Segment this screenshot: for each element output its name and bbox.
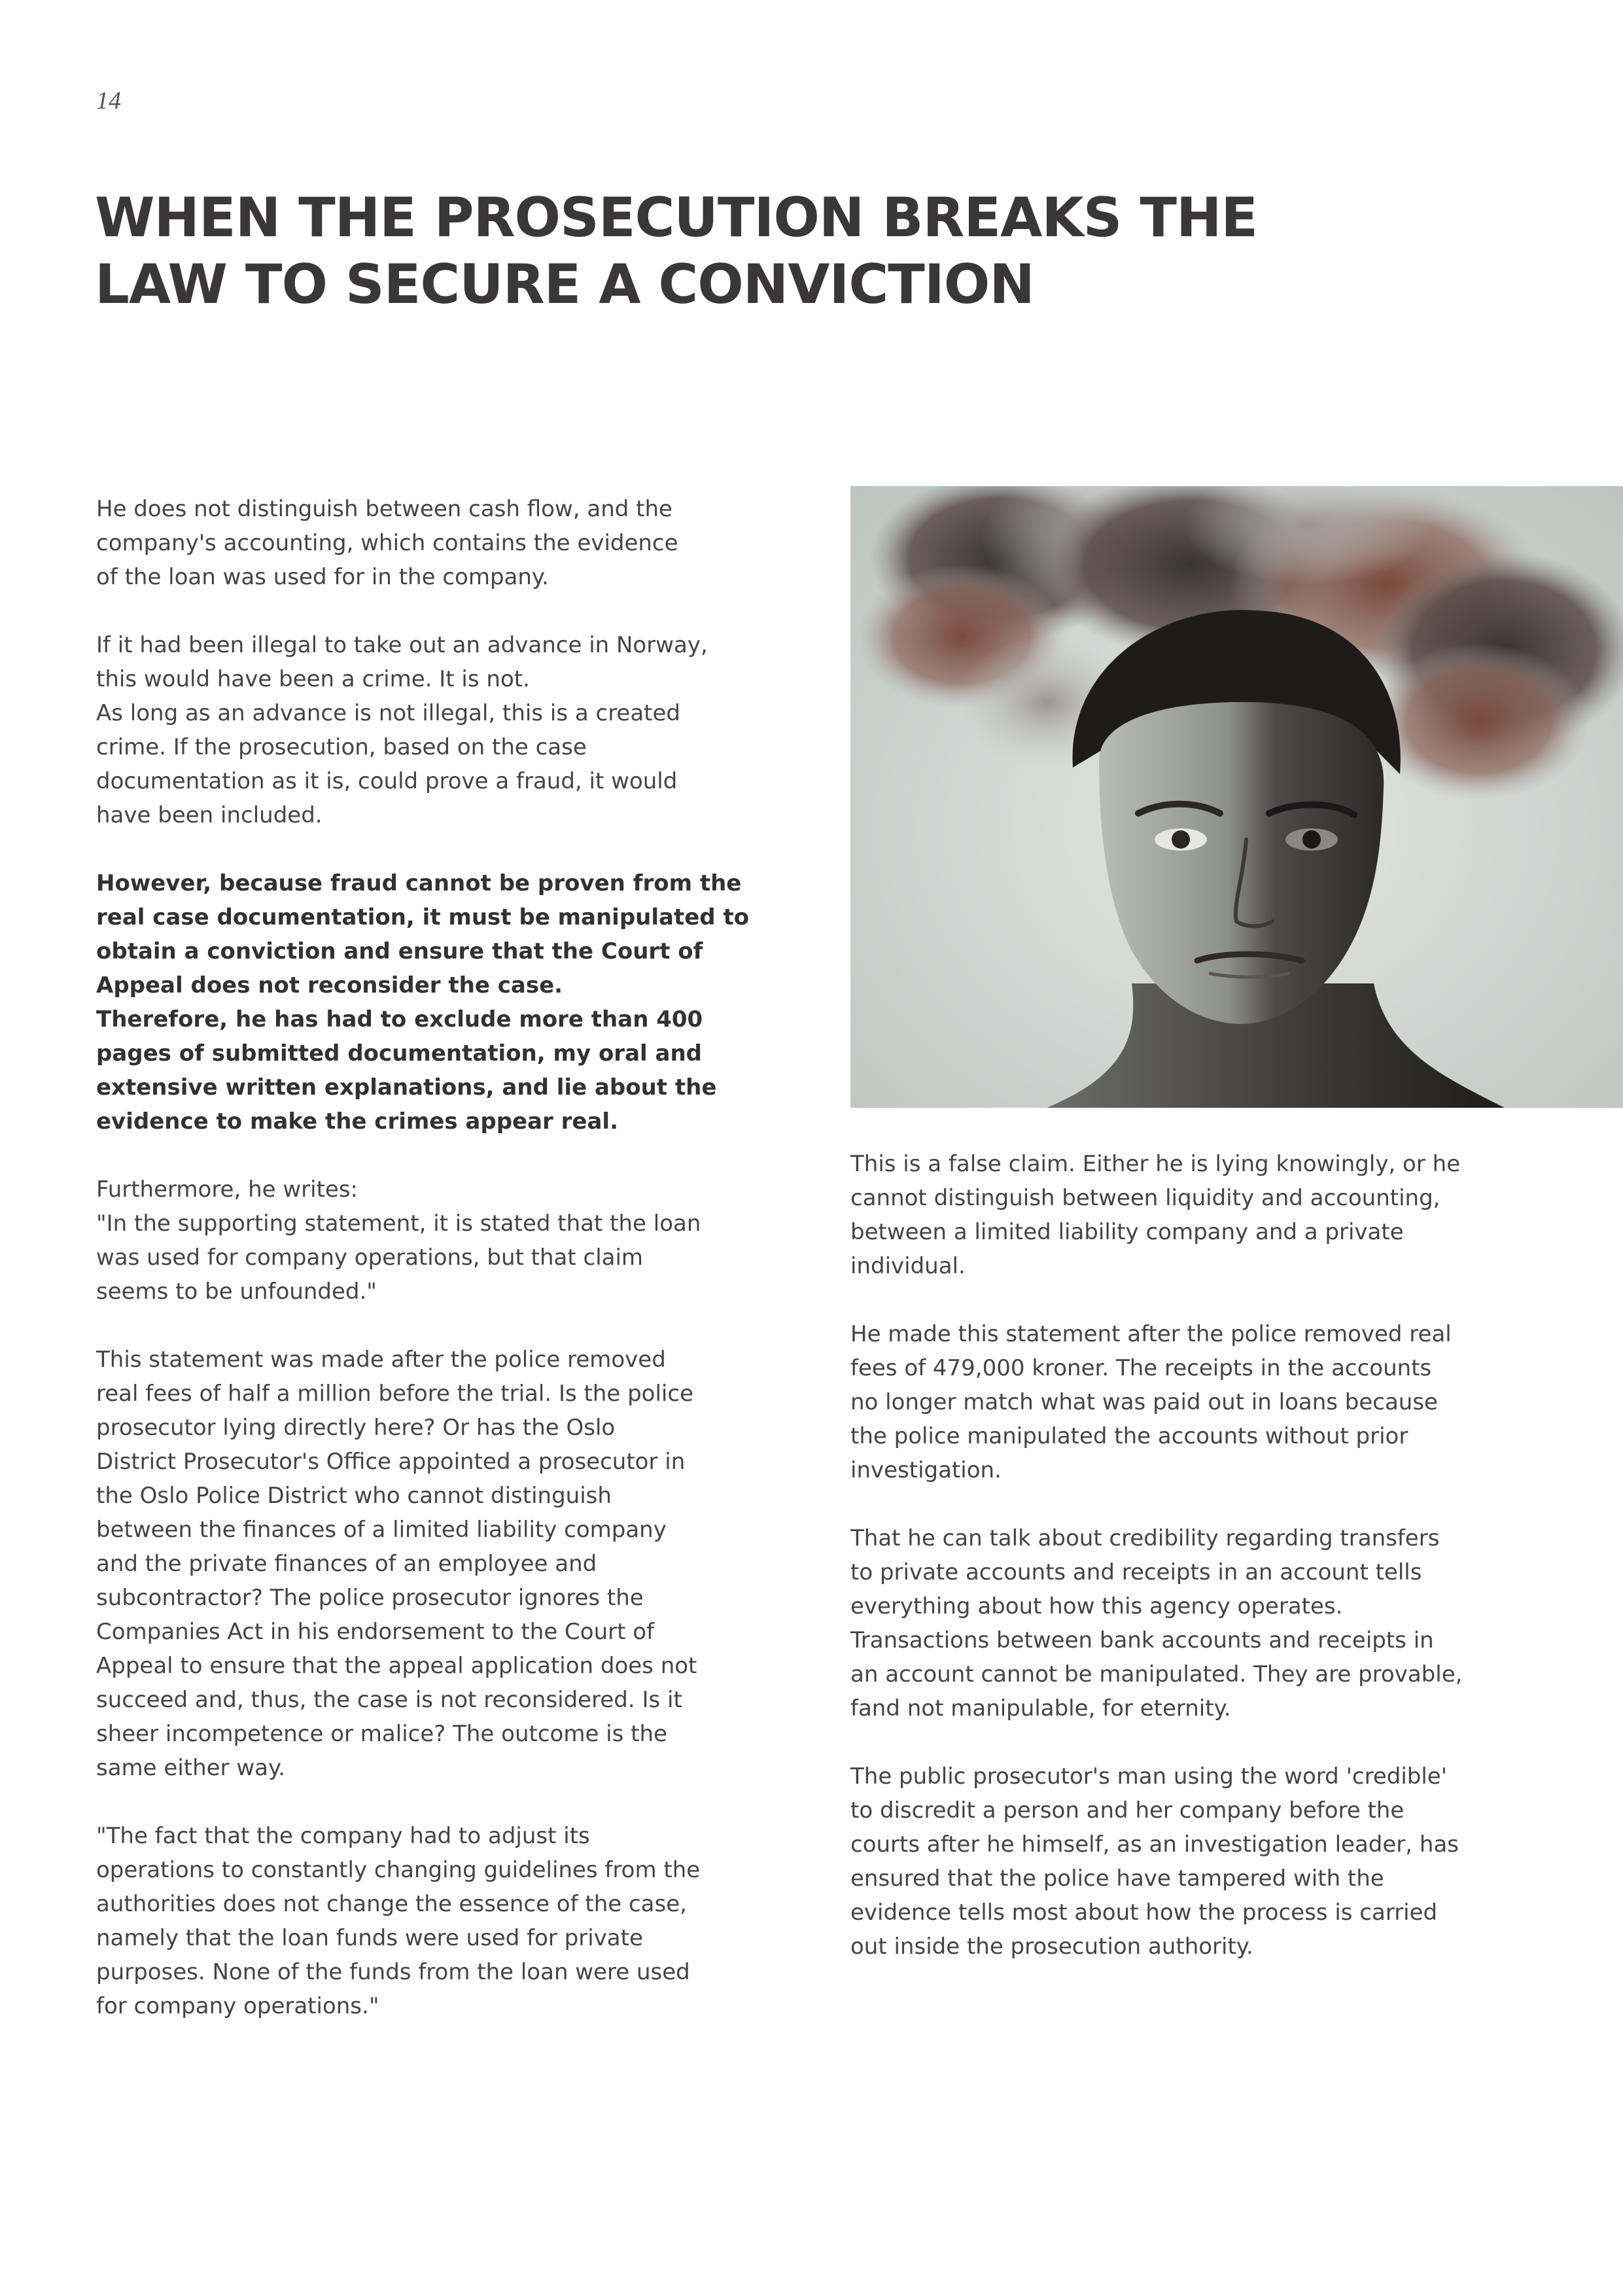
left-paragraph-4: Furthermore, he writes: "In the supporting statement, it is stated that the loan was used for company operations, but that claim seems to be unfounded." xyxy=(96,1176,701,1305)
right-paragraph-1: This is a false claim. Either he is lying knowingly, or he cannot distinguish between liquidity and accounting, between a limited liability company and a private individual. xyxy=(850,1151,1461,1279)
right-paragraph-4: The public prosecutor's man using the word 'credible' to discredit a person and her company before the courts after he himself, as an investigation leader, has ensured that the police have tampered with the evidence tells most about how the process is carried out inside the prosecution authority. xyxy=(850,1763,1459,1960)
left-paragraph-bold: However, because fraud cannot be proven from the real case documentation, it must be manipulated to obtain a conviction and ensure that the Court of Appeal does not reconsider the case. Therefore, he has had to exclude more than 400 pages of submitted documentation, my oral and extensive written explanations, and lie about the evidence to make the crimes appear real. xyxy=(96,870,750,1135)
left-paragraph-5: This statement was made after the police removed real fees of half a million before the trial. Is the police prosecutor lying directly here? Or has the Oslo District Prosecutor's Office appointed a prosecutor in the Oslo Police District who cannot distinguish between the finances of a limited liability company and the private finances of an employee and subcontractor? The police prosecutor ignores the Companies Act in his endorsement to the Court of Appeal to ensure that the appeal application does not succeed and, thus, the case is not reconsidered. Is it sheer incompetence or malice? The outcome is the same either way. xyxy=(96,1347,697,1781)
page-title-line-2: LAW TO SECURE A CONVICTION xyxy=(95,253,1034,316)
page-number: 14 xyxy=(96,87,121,115)
right-paragraph-2: He made this statement after the police removed real fees of 479,000 kroner. The receipts in the accounts no longer match what was paid out in loans because the police manipulated the accounts without prior investigation. xyxy=(850,1321,1452,1483)
left-paragraph-1: He does not distinguish between cash flow, and the company's accounting, which contains the evidence of the loan was used for in the company. xyxy=(96,496,678,590)
page-title-line-1: WHEN THE PROSECUTION BREAKS THE xyxy=(95,186,1258,249)
left-paragraph-2: If it had been illegal to take out an advance in Norway, this would have been a crime. It is not. As long as an advance is not illegal, this is a created crime. If the prosecution, based on the case documentation as it is, could prove a fraud, it would have been included. xyxy=(96,632,708,828)
right-paragraph-3: That he can talk about credibility regarding transfers to private accounts and receipts in an account tells everything about how this agency operates. Transactions between bank accounts and receipts in an account cannot be manipulated. They are provable, fand not manipulable, for eternity. xyxy=(850,1525,1463,1722)
left-text-column xyxy=(96,492,763,2057)
left-paragraph-6: "The fact that the company had to adjust its operations to constantly changing guidelines from the authorities does not change the essence of the case, namely that the loan funds were used for private purposes. None of the funds from the loan were used for company operations." xyxy=(96,1823,701,2019)
portrait-illustration xyxy=(850,486,1623,1108)
page-title xyxy=(95,185,1338,318)
portrait-svg xyxy=(850,486,1623,1108)
right-text-column xyxy=(850,1147,1524,1998)
